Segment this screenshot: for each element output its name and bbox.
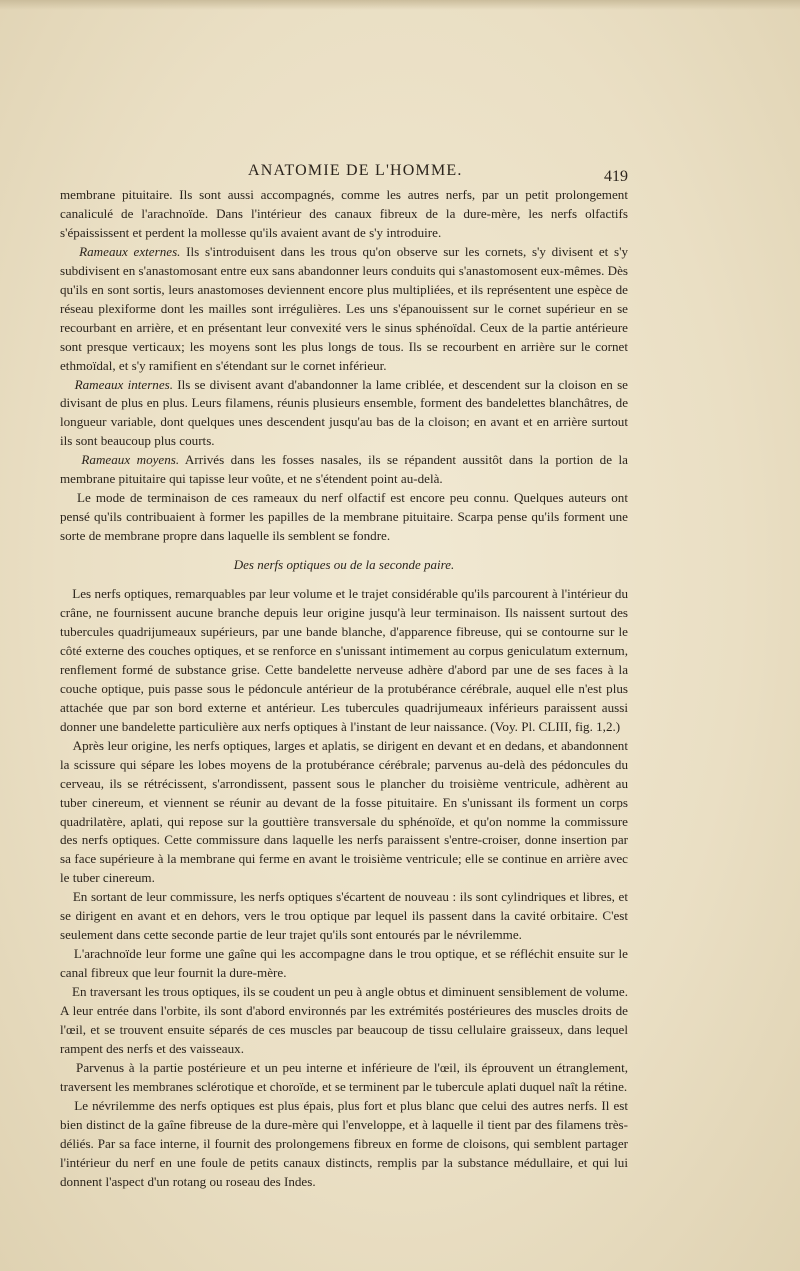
page-top-edge [0, 0, 800, 10]
paragraph-text: Ils se divisent avant d'abandonner la lame criblée, et descendent sur la cloison en se divisant de plus en plus. Leurs filamens, réunis plusieurs ensemble, forment des bandelettes blanchâtres, de longueur variable, dont quelques unes descendent jusqu'au bas de la cloison; en avant et en arrière surtout ils sont beaucoup plus courts. [60, 376, 628, 449]
paragraph [60, 376, 628, 452]
paragraph-text: Le mode de terminaison de ces rameaux du nerf olfactif est encore peu connu. Quelques auteurs ont pensé qu'ils contribuaient à former les papilles de la membrane pituitaire. Scarpa pense qu'ils forment une sorte de membrane propre dans laquelle ils semblent se fondre. [60, 490, 628, 544]
paragraph-lead: Rameaux moyens. [81, 452, 180, 468]
paragraph [60, 737, 628, 889]
paragraph [60, 243, 628, 376]
paragraph [60, 1097, 628, 1192]
paragraph-text: Ils s'introduisent dans les trous qu'on observe sur les cornets, s'y divisent et s'y subdivisent en s'anastomosant entre eux sans abandonner leurs conduits qui s'anastomosent eux-mêmes. Dès qu'ils en sont sortis, leurs anastomoses deviennent encore plus multipliées, et ils représentent une espèce de réseau plexiforme dont les mailles sont irrégulières. Les uns s'épanouissent sur le cornet supérieur en se recourbant en arrière, et en présentant leur convexité vers le sinus sphénoïdal. Ceux de la partie antérieure sont presque verticaux; les moyens sont les plus longs de tous. Ils se recourbent en arrière sur le cornet ethmoïdal, et s'y ramifient en s'étendant sur le cornet inférieur. [60, 243, 628, 373]
paragraph-text: En sortant de leur commissure, les nerfs optiques s'écartent de nouveau : ils sont cylindriques et libres, et se dirigent en avant et en dehors, vers le trou optique par lequel ils passent dans la cavité orbitaire. C'est seulement dans cette seconde partie de leur trajet qu'ils sont entourés par le névrilemme. [60, 889, 628, 943]
paragraph-text: Après leur origine, les nerfs optiques, larges et aplatis, se dirigent en devant et en dedans, et abandonnent la scissure qui sépare les lobes moyens de la protubérance cérébrale; parvenus au-delà des pédoncules du cerveau, ils se rétrécissent, s'arrondissent, passent sous le plancher du troisième ventricule, adhèrent au tuber cinereum, et viennent se réunir au devant de la fosse pituitaire. En s'unissant ils forment un corps quadrilatère, aplati, qui repose sur la gouttière transversale du sphénoïde, et qu'on nomme la commissure des nerfs optiques. Cette commissure dans laquelle les nerfs paraissent s'entre-croiser, donne insertion par sa face supérieure à la membrane qui ferme en avant le troisième ventricule; elle se continue en arrière avec le tuber cinereum. [60, 737, 628, 886]
paragraph-text: Arrivés dans les fosses nasales, ils se répandent aussitôt dans la portion de la membrane pituitaire qui tapisse leur voûte, et ne s'étendent point au-delà. [60, 452, 628, 487]
paragraph [60, 945, 628, 983]
paragraph-text: En traversant les trous optiques, ils se coudent un peu à angle obtus et diminuent sensiblement de volume. A leur entrée dans l'orbite, ils sont d'abord environnés par les extrémités postérieures des muscles droits de l'œil, et se trouvent ensuite séparés de ces muscles par beaucoup de tissu cellulaire graisseux, dans lequel rampent des nerfs et des vaisseaux. [60, 984, 629, 1056]
paragraph [60, 888, 628, 945]
body-text [60, 186, 628, 1192]
paragraph-text: Le névrilemme des nerfs optiques est plus épais, plus fort et plus blanc que celui des autres nerfs. Il est bien distinct de la gaîne fibreuse de la dure-mère qui l'enveloppe, et à laquelle il tient par des filamens très-déliés. Par sa face interne, il fournit des prolongemens fibreux en forme de cloisons, qui semblent partager l'intérieur du nerf en une foule de petits canaux distincts, remplis par la substance médullaire, et qui lui donnent l'aspect d'un rotang ou roseau des Indes. [60, 1097, 628, 1189]
section-heading: Des nerfs optiques ou de la seconde paire. [233, 557, 455, 573]
paragraph [60, 983, 628, 1059]
running-head: ANATOMIE DE L'HOMME. [248, 162, 463, 179]
paragraph [60, 451, 628, 489]
paragraph-lead: Rameaux externes. [79, 243, 181, 259]
paragraph-text: Les nerfs optiques, remarquables par leur volume et le trajet considérable qu'ils parcourent à l'intérieur du crâne, ne fournissent aucune branche depuis leur origine jusqu'à leur terminaison. Ils naissent surtout des tubercules quadrijumeaux supérieurs, par une bande blanche, d'apparence fibreuse, qui se contourne sur le côté externe des couches optiques, et se renforce en s'unissant intimement au corpus geniculatum externum, renflement formé de substance grise. Cette bandelette nerveuse adhère d'abord par une de ses faces à la couche optique, puis passe sous le pédoncule antérieur de la protubérance cérébrale, auquel elle n'est plus attachée que par son bord externe et antérieur. Les tubercules quadrijumeaux inférieurs paraissent aussi donner une bandelette particulière aux nerfs optiques à l'instant de leur naissance. (Voy. Pl. CLIII, fig. 1,2.) [60, 586, 628, 734]
page-header [60, 158, 628, 188]
paragraph-lead: Rameaux internes. [74, 376, 174, 392]
paragraph [60, 489, 628, 546]
paragraph-text: L'arachnoïde leur forme une gaîne qui les accompagne dans le trou optique, et se réfléchit ensuite sur le canal fibreux que leur fournit la dure-mère. [60, 946, 628, 981]
paragraph-text: membrane pituitaire. Ils sont aussi accompagnés, comme les autres nerfs, par un petit prolongement canaliculé de l'arachnoïde. Dans l'intérieur des canaux fibreux de la dure-mère, les nerfs olfactifs s'épaississent et perdent la mollesse qu'ils avaient avant de s'y introduire. [60, 187, 628, 240]
paragraph [60, 585, 628, 737]
paragraph [60, 186, 628, 243]
page-number: 419 [604, 168, 628, 185]
paragraph-text: Parvenus à la partie postérieure et un peu interne et inférieure de l'œil, ils éprouvent un étranglement, traversent les membranes sclérotique et choroïde, et se terminent par le tubercule aplati duquel naît la rétine. [60, 1059, 628, 1094]
paragraph [60, 1059, 628, 1097]
